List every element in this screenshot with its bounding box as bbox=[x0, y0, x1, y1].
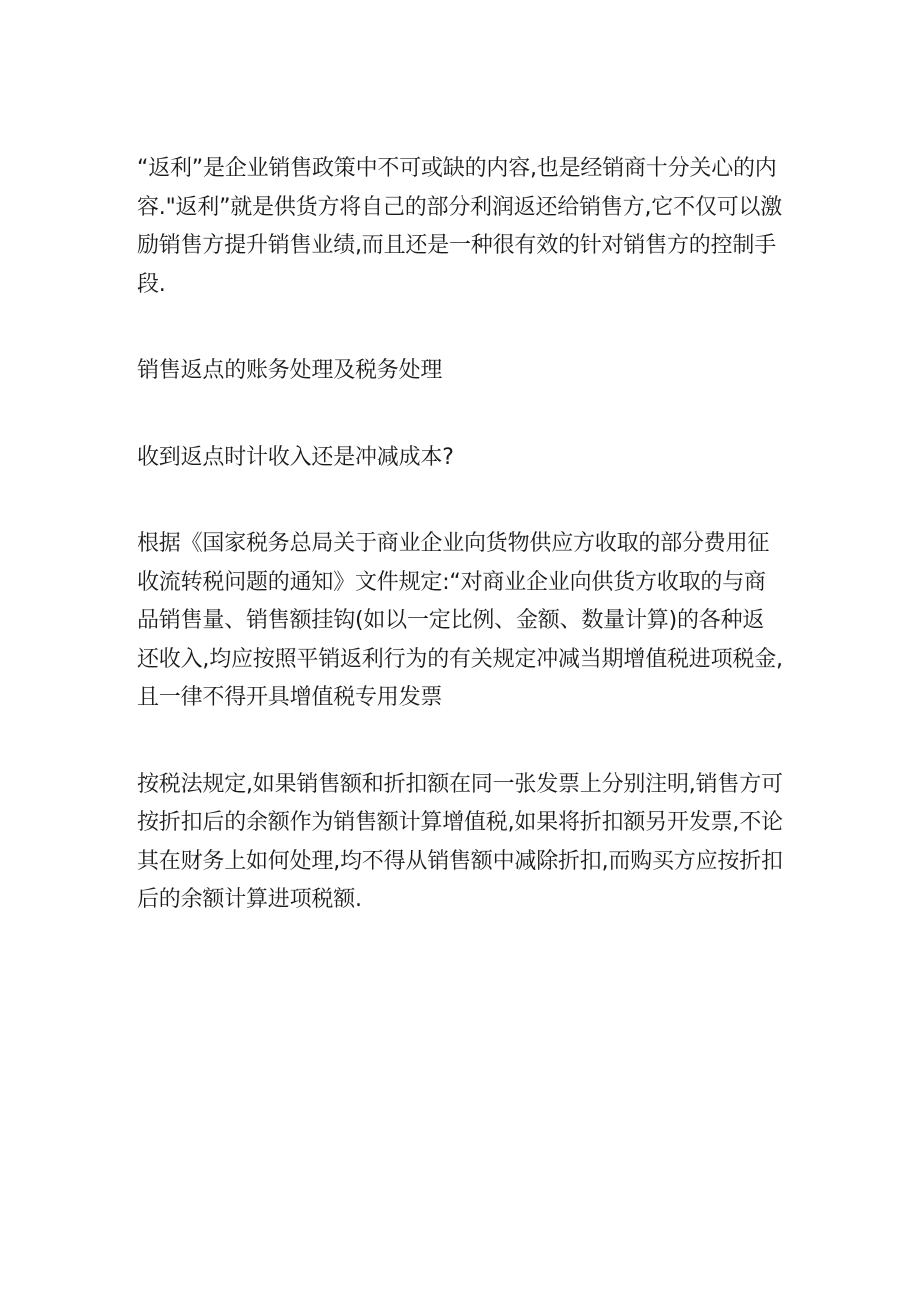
intro-paragraph: “返利”是企业销售政策中不可或缺的内容,也是经销商十分关心的内容."返利”就是供货方将自己的部分利润返还给销售方,它不仅可以激励销售方提升销售业绩,而且还是一种很有效的针对销售方的控制手段. bbox=[137, 156, 783, 297]
tax-rule-paragraph: 按税法规定,如果销售额和折扣额在同一张发票上分别注明,销售方可按折扣后的余额作为销售额计算增值税,如果将折扣额另开发票,不论其在财务上如何处理,均不得从销售额中减除折扣,而购买方应按折扣后的余额计算进项税额. bbox=[137, 771, 783, 912]
section-heading: 销售返点的账务处理及税务处理 bbox=[137, 358, 443, 383]
document-body bbox=[137, 150, 783, 920]
regulation-paragraph: 根据《国家税务总局关于商业企业向货物供应方收取的部分费用征收流转税问题的通知》文件规定:“对商业企业向供货方收取的与商品销售量、销售额挂钩(如以一定比例、金额、数量计算)的各种返还收入,均应按照平销返利行为的有关规定冲减当期增值税进项税金,且一律不得开具增值税专用发票 bbox=[137, 531, 783, 710]
question-heading: 收到返点时计收入还是冲减成本? bbox=[137, 444, 454, 470]
